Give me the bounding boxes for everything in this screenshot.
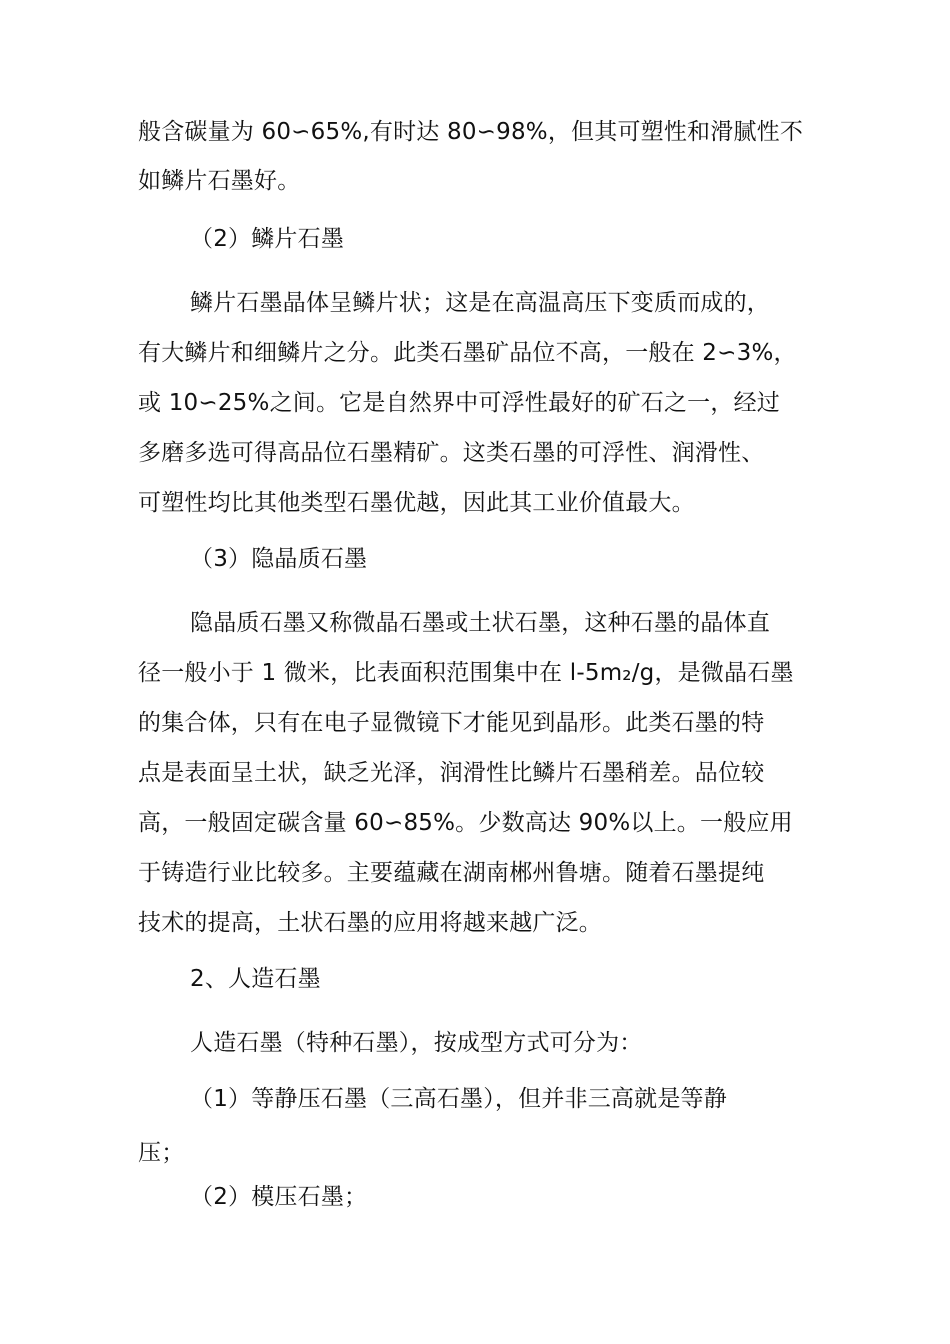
text-line: 隐晶质石墨又称微晶石墨或土状石墨，这种石墨的晶体直: [190, 610, 770, 636]
text-line: 或 10∽25%之间。它是自然界中可浮性最好的矿石之一，经过: [138, 390, 780, 416]
text-line: 有大鳞片和细鳞片之分。此类石墨矿品位不高，一般在 2∽3%，: [138, 340, 797, 366]
text-line: 点是表面呈土状，缺乏光泽，润滑性比鳞片石墨稍差。品位较: [138, 760, 765, 786]
section-heading: 2、人造石墨: [190, 966, 321, 992]
section-heading: （3）隐晶质石墨: [190, 546, 368, 572]
text-line: 高，一般固定碳含量 60∽85%。少数高达 90%以上。一般应用: [138, 810, 793, 836]
text-line: 人造石墨（特种石墨），按成型方式可分为：: [190, 1030, 643, 1056]
text-line: 压；: [138, 1140, 185, 1166]
text-line: 技术的提高，土状石墨的应用将越来越广泛。: [138, 910, 602, 936]
text-line: 的集合体，只有在电子显微镜下才能见到晶形。此类石墨的特: [138, 710, 765, 736]
list-item: （2）模压石墨；: [190, 1184, 368, 1210]
text-line: 般含碳量为 60∽65%,有时达 80∽98%，但其可塑性和滑腻性不: [138, 119, 804, 145]
text-line: 鳞片石墨晶体呈鳞片状；这是在高温高压下变质而成的，: [190, 290, 770, 316]
text-line: 多磨多选可得高品位石墨精矿。这类石墨的可浮性、润滑性、: [138, 440, 765, 466]
text-line: 径一般小于 1 微米，比表面积范围集中在 l-5m₂/g，是微晶石墨: [138, 660, 794, 686]
text-line: 于铸造行业比较多。主要蕴藏在湖南郴州鲁塘。随着石墨提纯: [138, 860, 765, 886]
text-line: 如鳞片石墨好。: [138, 168, 301, 194]
list-item: （1）等静压石墨（三高石墨），但并非三高就是等静: [190, 1086, 727, 1112]
text-line: 可塑性均比其他类型石墨优越，因此其工业价值最大。: [138, 490, 695, 516]
section-heading: （2）鳞片石墨: [190, 226, 345, 252]
